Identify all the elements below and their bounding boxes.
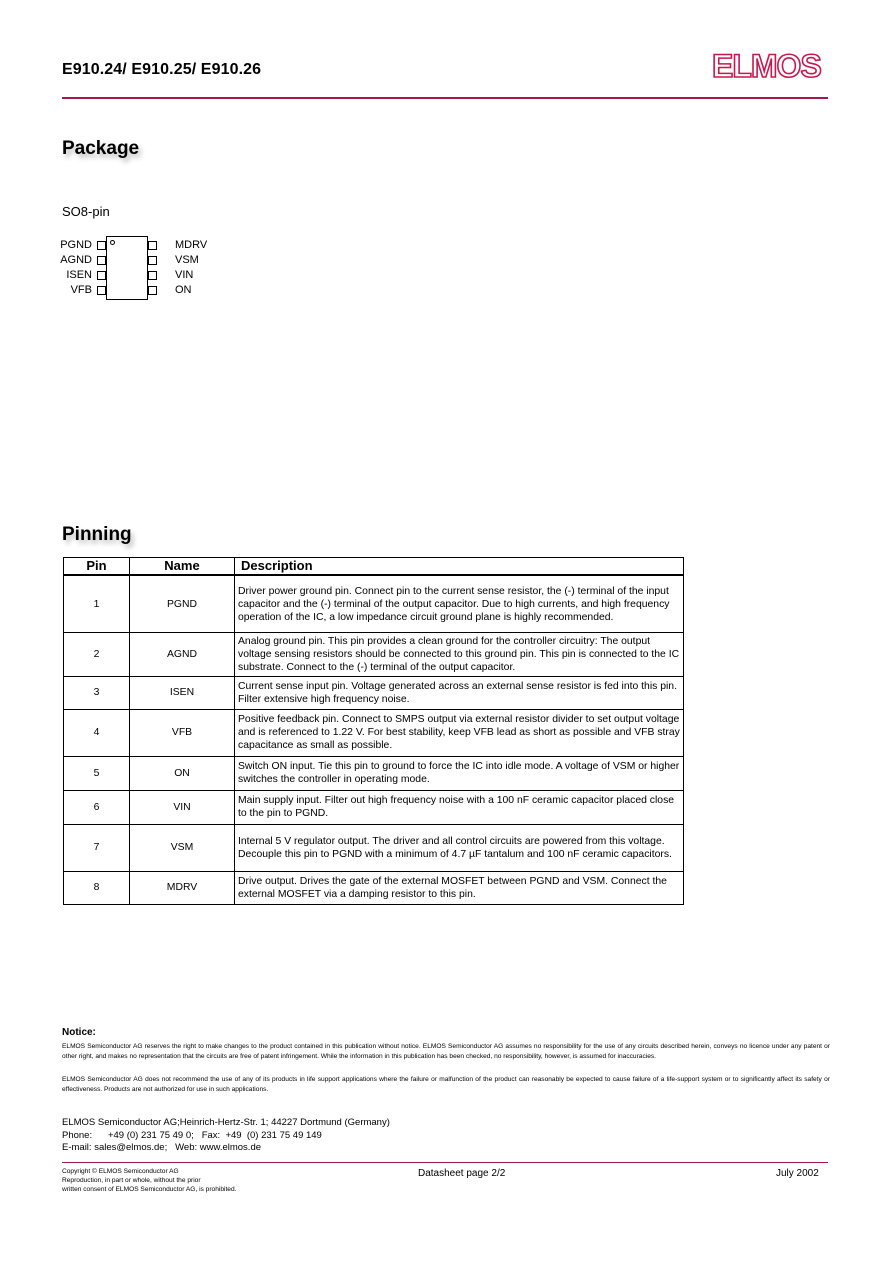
pin-number: 6 bbox=[64, 790, 130, 824]
pin-description: Drive output. Drives the gate of the external MOSFET between PGND and VSM. Connect the external MOSFET via a damping resistor to this pin. bbox=[235, 871, 684, 904]
pin-number: 5 bbox=[64, 756, 130, 790]
table-header-row bbox=[64, 558, 684, 576]
table-row bbox=[64, 824, 684, 871]
pin-pad-8 bbox=[148, 241, 157, 250]
pin-label-2: AGND bbox=[60, 254, 92, 266]
pin-number: 7 bbox=[64, 824, 130, 871]
pin-pad-7 bbox=[148, 256, 157, 265]
package-type-label: SO8-pin bbox=[62, 204, 110, 219]
pin-label-7: VSM bbox=[175, 254, 199, 266]
table-row bbox=[64, 575, 684, 632]
pin-label-6: VIN bbox=[175, 269, 194, 281]
pin-number: 2 bbox=[64, 632, 130, 676]
document-title: E910.24/ E910.25/ E910.26 bbox=[62, 61, 262, 78]
publication-date: July 2002 bbox=[776, 1168, 819, 1179]
pin-number: 8 bbox=[64, 871, 130, 904]
logo-text: ELMOS bbox=[712, 48, 821, 84]
pin-name: VFB bbox=[130, 709, 235, 756]
pin-description: Main supply input. Filter out high frequency noise with a 100 nF ceramic capacitor placed close to the pin to PGND. bbox=[235, 790, 684, 824]
chip-body bbox=[106, 236, 148, 300]
pin-pad-6 bbox=[148, 271, 157, 280]
pin-label-8: MDRV bbox=[175, 239, 208, 251]
copyright-line: Reproduction, in part or whole, without the prior bbox=[62, 1177, 201, 1184]
phone-fax: Phone: +49 (0) 231 75 49 0; Fax: +49 (0) 231 75 49 149 bbox=[62, 1129, 322, 1141]
pin-name: ISEN bbox=[130, 676, 235, 709]
pin-label-1: PGND bbox=[60, 239, 92, 251]
table-row bbox=[64, 756, 684, 790]
header-divider bbox=[62, 97, 828, 99]
pin-number: 3 bbox=[64, 676, 130, 709]
pin-description: Current sense input pin. Voltage generated across an external sense resistor is fed into this pin. Filter extensive high frequency noise. bbox=[235, 676, 684, 709]
pin-name: AGND bbox=[130, 632, 235, 676]
package-heading: Package bbox=[62, 138, 140, 159]
so8-package-diagram bbox=[40, 236, 240, 306]
elmos-logo bbox=[712, 46, 830, 84]
pin-label-4: VFB bbox=[70, 284, 92, 296]
pin-description: Driver power ground pin. Connect pin to the current sense resistor, the (-) terminal of the input capacitor and the (-) terminal of the output capacitor. Due to high currents, and high frequency operation of the IC, a low impedance circuit ground plane is highly recommended. bbox=[235, 575, 684, 632]
pin-pad-3 bbox=[97, 271, 106, 280]
pin-pad-5 bbox=[148, 286, 157, 295]
notice-paragraph-liability: ELMOS Semiconductor AG reserves the right to make changes to the product contained in this publication without notice. ELMOS Semiconductor AG assumes no responsibility for the use of any circuits described herein, conveys no licence under any patent or other right, and makes no representation that the circuits are free of patent infringement. While the information in this publication has been checked, no responsibility, however, is assumed for inaccuracies. bbox=[62, 1043, 830, 1060]
copyright-block bbox=[62, 1167, 236, 1194]
pin-description: Positive feedback pin. Connect to SMPS output via external resistor divider to set output voltage and is referenced to 1.22 V. For best stability, keep VFB lead as short as possible and VFB stray capacitance as small as possible. bbox=[235, 709, 684, 756]
pin-name: MDRV bbox=[130, 871, 235, 904]
table-row bbox=[64, 676, 684, 709]
pin-description: Internal 5 V regulator output. The driver and all control circuits are powered from this voltage. Decouple this pin to PGND with a minimum of 4.7 µF tantalum and 100 nF ceramic capacitors. bbox=[235, 824, 684, 871]
company-address: ELMOS Semiconductor AG;Heinrich-Hertz-Str. 1; 44227 Dortmund (Germany) bbox=[62, 1117, 390, 1128]
column-header-name: Name bbox=[130, 558, 235, 576]
table-row bbox=[64, 790, 684, 824]
email-web: E-mail: sales@elmos.de; Web: www.elmos.de bbox=[62, 1142, 262, 1153]
table-row bbox=[64, 632, 684, 676]
table-row bbox=[64, 709, 684, 756]
pin-description: Switch ON input. Tie this pin to ground to force the IC into idle mode. A voltage of VSM or higher switches the controller in operating mode. bbox=[235, 756, 684, 790]
pin-label-3: ISEN bbox=[66, 269, 92, 281]
footer-divider bbox=[62, 1162, 828, 1163]
page-number: Datasheet page 2/2 bbox=[418, 1168, 506, 1179]
pin-description: Analog ground pin. This pin provides a clean ground for the controller circuitry: The output voltage sensing resistors should be connected to this ground pin. This pin is connected to the IC substrate. Connect to the (-) terminal of the output capacitor. bbox=[235, 632, 684, 676]
pinning-heading: Pinning bbox=[62, 524, 132, 545]
column-header-pin: Pin bbox=[64, 558, 130, 576]
pin-name: VSM bbox=[130, 824, 235, 871]
column-header-description: Description bbox=[235, 558, 684, 576]
notice-title: Notice: bbox=[62, 1027, 96, 1038]
pin-pad-4 bbox=[97, 286, 106, 295]
copyright-line: Copyright © ELMOS Semiconductor AG bbox=[62, 1168, 179, 1175]
notice-paragraph-life-support: ELMOS Semiconductor AG does not recommend the use of any of its products in life support applications where the failure or malfunction of the product can reasonably be expected to cause failure of a life-support system or to significantly affect its safety or effectiveness. Products are not authorized for use in such applications. bbox=[62, 1076, 830, 1093]
pin-name: VIN bbox=[130, 790, 235, 824]
pin1-marker bbox=[110, 240, 115, 245]
pin-number: 1 bbox=[64, 575, 130, 632]
contact-block bbox=[62, 1117, 390, 1155]
pin-pad-2 bbox=[97, 256, 106, 265]
pin-number: 4 bbox=[64, 709, 130, 756]
table-row bbox=[64, 871, 684, 904]
pin-label-5: ON bbox=[175, 284, 192, 296]
pin-name: ON bbox=[130, 756, 235, 790]
copyright-line: written consent of ELMOS Semiconductor AG, is prohibited. bbox=[62, 1186, 237, 1193]
pinning-table bbox=[63, 557, 684, 905]
pin-name: PGND bbox=[130, 575, 235, 632]
pin-pad-1 bbox=[97, 241, 106, 250]
